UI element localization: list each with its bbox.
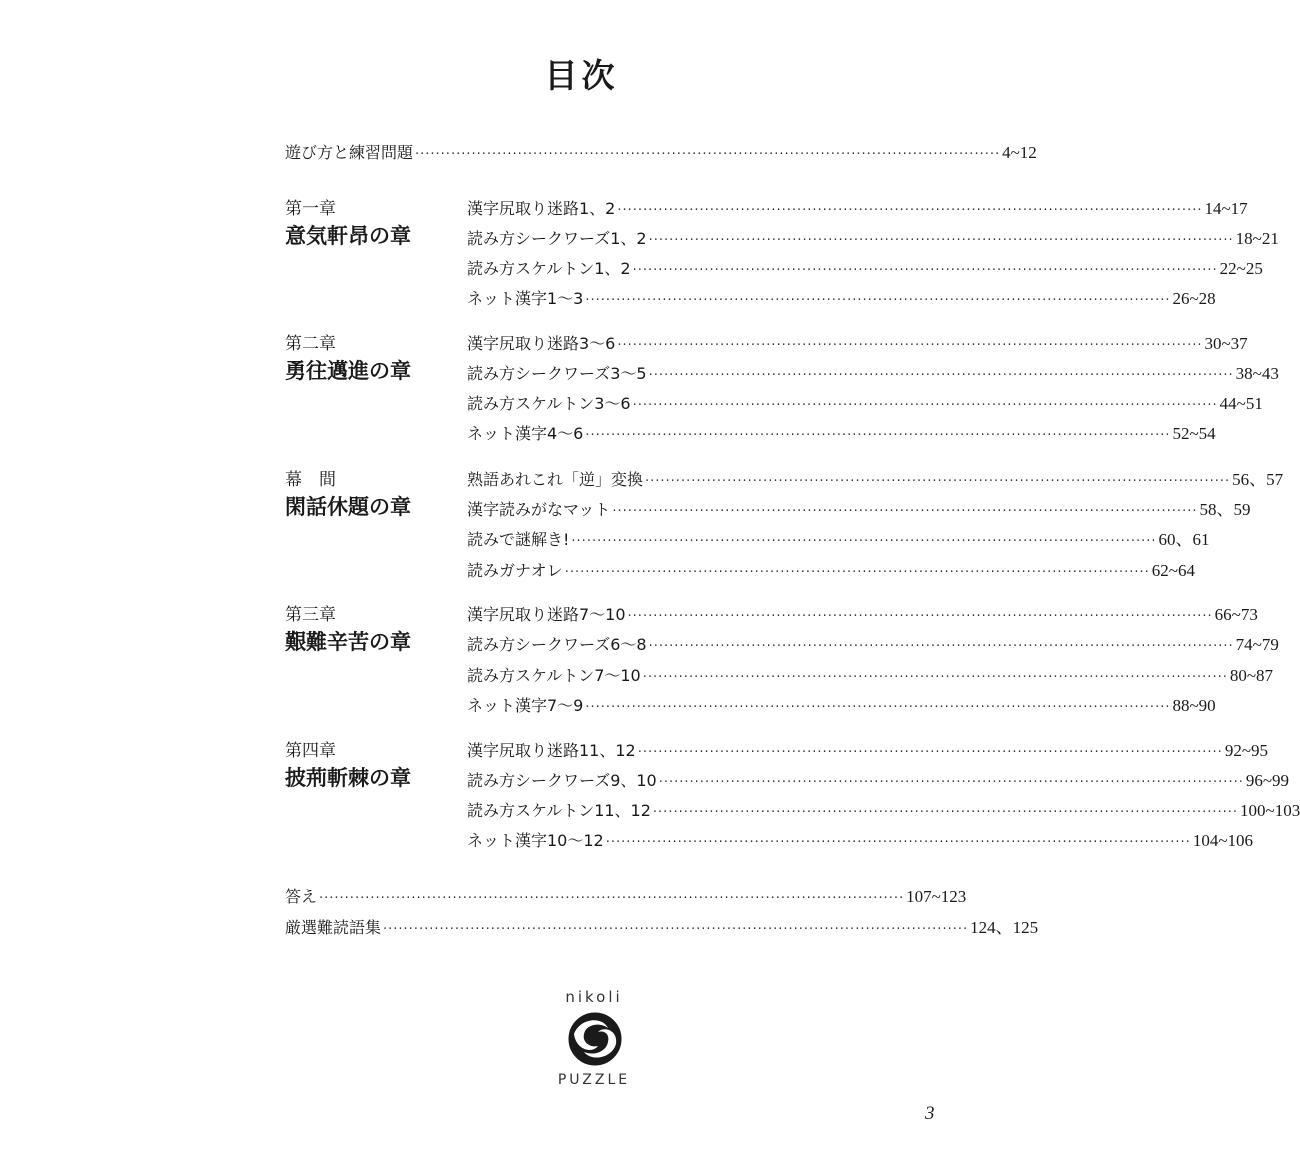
logo-top-text: nikoli (565, 988, 623, 1006)
toc-entry[interactable] (467, 423, 1216, 445)
toc-entry-pages: 107~123 (906, 887, 967, 906)
leader-dots: ·················································································································· (645, 474, 1231, 489)
toc-entry-answers[interactable] (285, 886, 967, 908)
toc-entry-pages: 60、61 (1158, 530, 1210, 549)
toc-entry-label: 読みガナオレ (467, 561, 563, 580)
toc-entry-label: ネット漢字7〜9 (467, 696, 584, 715)
toc-entry-pages: 52~54 (1172, 424, 1216, 443)
chapter-name: 披荊斬棘の章 (285, 766, 411, 790)
leader-dots: ·················································································································· (605, 835, 1191, 850)
toc-entry-label: 漢字尻取り迷路1、2 (467, 199, 616, 218)
toc-entry[interactable] (467, 740, 1269, 762)
toc-entry-pages: 4~12 (1002, 143, 1037, 162)
toc-entry-label: 読み方シークワーズ1、2 (467, 229, 647, 248)
toc-entry-pages: 38~43 (1235, 364, 1279, 383)
leader-dots: ·················································································································· (585, 428, 1171, 443)
toc-entry-front[interactable] (285, 142, 1037, 164)
toc-entry[interactable] (467, 830, 1254, 852)
leader-dots: ·················································································································· (571, 534, 1157, 549)
leader-dots: ·················································································································· (585, 700, 1171, 715)
toc-entry-pages: 96~99 (1245, 771, 1290, 790)
leader-dots: ·················································································································· (652, 805, 1239, 820)
toc-entry-pages: 104~106 (1192, 831, 1254, 850)
toc-entry-pages: 14~17 (1204, 199, 1248, 218)
toc-entry[interactable] (467, 770, 1290, 792)
leader-dots: ·················································································································· (319, 891, 905, 906)
nikoli-swirl-logo-icon (568, 1012, 622, 1066)
toc-entry-label: 漢字尻取り迷路11、12 (467, 741, 636, 760)
toc-entry[interactable] (467, 634, 1279, 656)
toc-entry[interactable] (467, 499, 1251, 521)
toc-entry-label: ネット漢字10〜12 (467, 831, 604, 850)
toc-entry[interactable] (467, 800, 1300, 822)
toc-entry-pages: 44~51 (1219, 394, 1263, 413)
toc-entry-label: 漢字尻取り迷路7〜10 (467, 605, 626, 624)
chapter-label: 第四章 (285, 741, 336, 761)
leader-dots: ·················································································································· (564, 565, 1150, 580)
leader-dots: ·················································································································· (637, 745, 1223, 760)
toc-entry-label: ネット漢字4〜6 (467, 424, 584, 443)
toc-entry-pages: 58、59 (1199, 500, 1251, 519)
chapter-name: 艱難辛苦の章 (285, 630, 411, 654)
chapter-label: 第三章 (285, 605, 336, 625)
leader-dots: ·················································································································· (585, 293, 1171, 308)
leader-dots: ·················································································································· (415, 147, 1001, 162)
chapter-label: 第二章 (285, 334, 336, 354)
toc-entry[interactable] (467, 529, 1210, 551)
toc-entry[interactable] (467, 560, 1195, 582)
page-number: 3 (925, 1103, 935, 1124)
leader-dots: ·················································································································· (648, 368, 1234, 383)
toc-entry-label: 読み方スケルトン7〜10 (467, 666, 641, 685)
toc-entry[interactable] (467, 695, 1216, 717)
toc-entry[interactable] (467, 393, 1263, 415)
leader-dots: ·················································································································· (642, 670, 1228, 685)
toc-entry-pages: 92~95 (1224, 741, 1269, 760)
toc-entry-label: 漢字読みがなマット (467, 500, 611, 519)
toc-entry-glossary[interactable] (285, 917, 1039, 939)
toc-entry[interactable] (467, 333, 1248, 355)
logo-bottom-text: PUZZLE (557, 1072, 631, 1088)
toc-entry-label: 読み方スケルトン3〜6 (467, 394, 631, 413)
toc-entry-label: 答え (285, 887, 318, 906)
leader-dots: ·················································································································· (612, 504, 1198, 519)
toc-entry-pages: 22~25 (1219, 259, 1263, 278)
toc-entry[interactable] (467, 665, 1274, 687)
toc-entry[interactable] (467, 469, 1284, 491)
toc-entry-pages: 26~28 (1172, 289, 1216, 308)
toc-entry-pages: 56、57 (1232, 470, 1284, 489)
toc-entry-pages: 66~73 (1214, 605, 1258, 624)
toc-entry-pages: 80~87 (1229, 666, 1274, 685)
page-title: 目次 (544, 56, 619, 95)
toc-entry[interactable] (467, 198, 1248, 220)
toc-entry-pages: 124、125 (970, 918, 1039, 937)
toc-entry[interactable] (467, 228, 1279, 250)
toc-entry-pages: 18~21 (1235, 229, 1279, 248)
toc-entry-label: 読み方シークワーズ9、10 (467, 771, 657, 790)
chapter-name: 意気軒昂の章 (285, 224, 411, 248)
leader-dots: ·················································································································· (658, 775, 1244, 790)
toc-entry-label: 読み方スケルトン11、12 (467, 801, 651, 820)
toc-entry[interactable] (467, 288, 1216, 310)
toc-entry-label: 熟語あれこれ「逆」変換 (467, 470, 644, 489)
chapter-name: 勇往邁進の章 (285, 359, 411, 383)
toc-entry-pages: 30~37 (1204, 334, 1248, 353)
toc-entry-pages: 100~103 (1240, 801, 1300, 820)
leader-dots: ·················································································································· (617, 338, 1203, 353)
toc-entry-label: 読み方シークワーズ3〜5 (467, 364, 647, 383)
leader-dots: ·················································································································· (648, 233, 1234, 248)
leader-dots: ·················································································································· (383, 922, 969, 937)
chapter-label: 幕 間 (285, 470, 336, 490)
toc-entry-label: 遊び方と練習問題 (285, 143, 414, 162)
toc-entry-label: 厳選難読語集 (285, 918, 382, 937)
chapter-label: 第一章 (285, 199, 336, 219)
toc-entry-label: 読みで謎解き! (467, 530, 570, 549)
toc-entry-label: ネット漢字1〜3 (467, 289, 584, 308)
leader-dots: ·················································································································· (648, 639, 1234, 654)
toc-entry-pages: 74~79 (1235, 635, 1279, 654)
leader-dots: ·················································································································· (632, 263, 1218, 278)
leader-dots: ·················································································································· (617, 203, 1203, 218)
toc-entry-label: 読み方スケルトン1、2 (467, 259, 631, 278)
toc-entry[interactable] (467, 258, 1263, 280)
toc-entry-label: 読み方シークワーズ6〜8 (467, 635, 647, 654)
chapter-name: 閑話休題の章 (285, 495, 411, 519)
toc-entry-label: 漢字尻取り迷路3〜6 (467, 334, 616, 353)
toc-entry[interactable] (467, 363, 1279, 385)
leader-dots: ·················································································································· (627, 609, 1213, 624)
toc-entry-pages: 88~90 (1172, 696, 1216, 715)
toc-entry-pages: 62~64 (1151, 561, 1195, 580)
leader-dots: ·················································································································· (632, 398, 1218, 413)
toc-entry[interactable] (467, 604, 1258, 626)
